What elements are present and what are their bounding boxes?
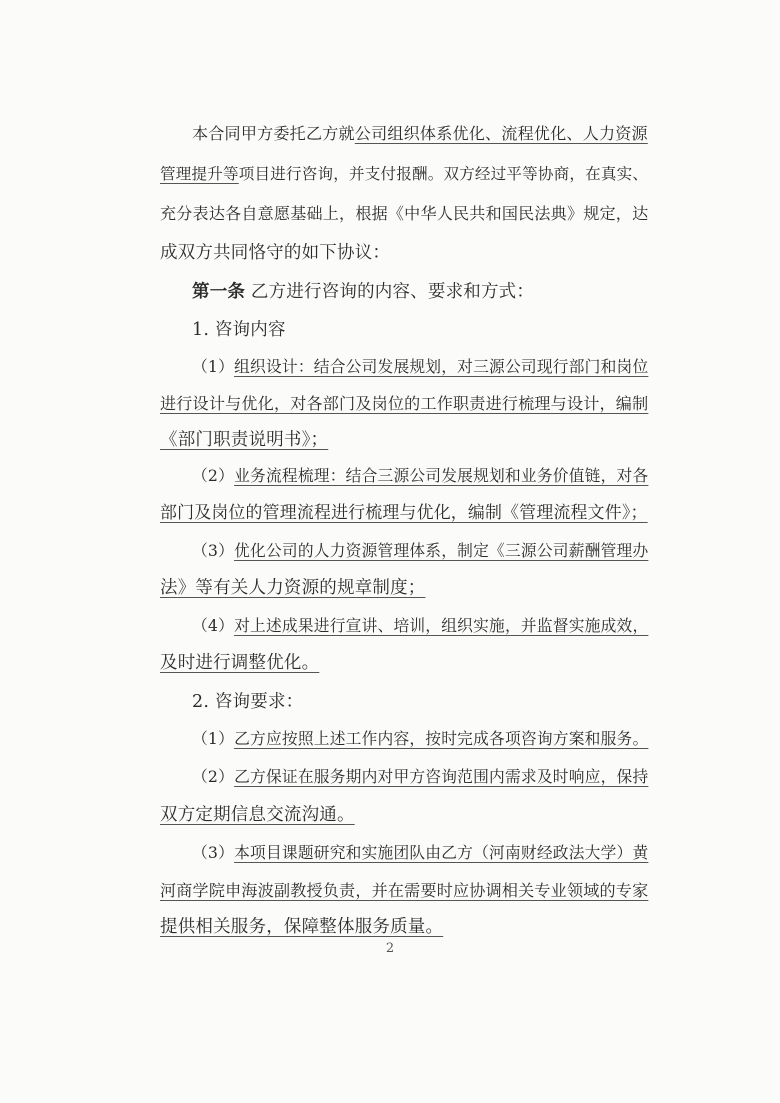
s1-item2-number: （2） (192, 466, 235, 485)
s1-item4-number: （4） (192, 616, 235, 635)
s2-item3-line-2: 河商学院申海波副教授负责，并在需要时应协调相关专业领域的专家 (160, 881, 649, 900)
s2-item2-line-2: 双方定期信息交流沟通。 (160, 805, 355, 825)
s2-item3-line-1 (192, 841, 648, 865)
s1-item3-line-2: 法》等有关人力资源的规章制度； (160, 578, 426, 598)
s1-item4-line-1 (192, 614, 648, 638)
s1-item2-line-2: 部门及岗位的管理流程进行梳理与优化，编制《管理流程文件》； (160, 502, 648, 522)
s2-item1-text-1: 乙方应按照上述工作内容，按时完成各项咨询方案和服务。 (234, 729, 649, 748)
s2-item1-line-1 (192, 727, 648, 751)
intro-line-1-lead: 本合同甲方委托乙方就 (192, 124, 355, 143)
intro-line-2-underlined: 管理提升等 (160, 165, 239, 183)
intro-line-1-underlined: 公司组织体系优化、流程优化、人力资源 (354, 124, 648, 143)
s1-item1-line-2: 进行设计与优化，对各部门及岗位的工作职责进行梳理与设计，编制 (160, 394, 649, 413)
s2-item2-text-1: 乙方保证在服务期内对甲方咨询范围内需求及时响应，保持 (234, 767, 649, 786)
s1-item1-line-3: 《部门职责说明书》； (160, 430, 329, 450)
s2-item3-line-3: 提供相关服务，保障整体服务质量。 (160, 917, 444, 937)
s1-item2-line-1 (192, 464, 648, 488)
s1-item1-line-1 (192, 355, 648, 379)
intro-line-2-rest: 项目进行咨询，并支付报酬。双方经过平等协商，在真实、 (238, 165, 649, 183)
article-title: 乙方进行咨询的内容、要求和方式： (250, 282, 535, 302)
s2-item2-line-1 (192, 765, 648, 789)
intro-line-1 (192, 122, 648, 146)
section-2-title: 2. 咨询要求： (192, 692, 304, 712)
s1-item2-text-1: 业务流程梳理：结合三源公司发展规划和业务价值链，对各 (234, 466, 649, 485)
s1-item4-text-1: 对上述成果进行宣讲、培训，组织实施，并监督实施成效， (234, 616, 649, 635)
section-1-title: 1. 咨询内容 (192, 320, 286, 340)
s1-item3-line-1 (192, 539, 648, 563)
s1-item1-number: （1） (192, 357, 235, 376)
s1-item3-text-1: 优化公司的人力资源管理体系，制定《三源公司薪酬管理办 (234, 541, 649, 560)
s1-item4-line-2: 及时进行调整优化。 (160, 653, 320, 673)
s2-item1-number: （1） (192, 729, 235, 748)
s2-item2-number: （2） (192, 767, 235, 786)
s2-item3-text-1: 本项目课题研究和实施团队由乙方（河南财经政法大学）黄 (234, 843, 649, 862)
intro-line-2 (160, 162, 648, 186)
intro-line-3: 充分表达各自意愿基础上，根据《中华人民共和国民法典》规定，达 (160, 204, 649, 223)
article-heading (192, 280, 534, 304)
page-number: 2 (385, 941, 395, 956)
s1-item3-number: （3） (192, 541, 235, 560)
s2-item3-number: （3） (192, 843, 235, 862)
s1-item1-text-1: 组织设计：结合公司发展规划，对三源公司现行部门和岗位 (234, 357, 649, 376)
intro-line-4: 成双方共同恪守的如下协议： (160, 243, 391, 263)
article-number: 第一条 (192, 282, 246, 302)
